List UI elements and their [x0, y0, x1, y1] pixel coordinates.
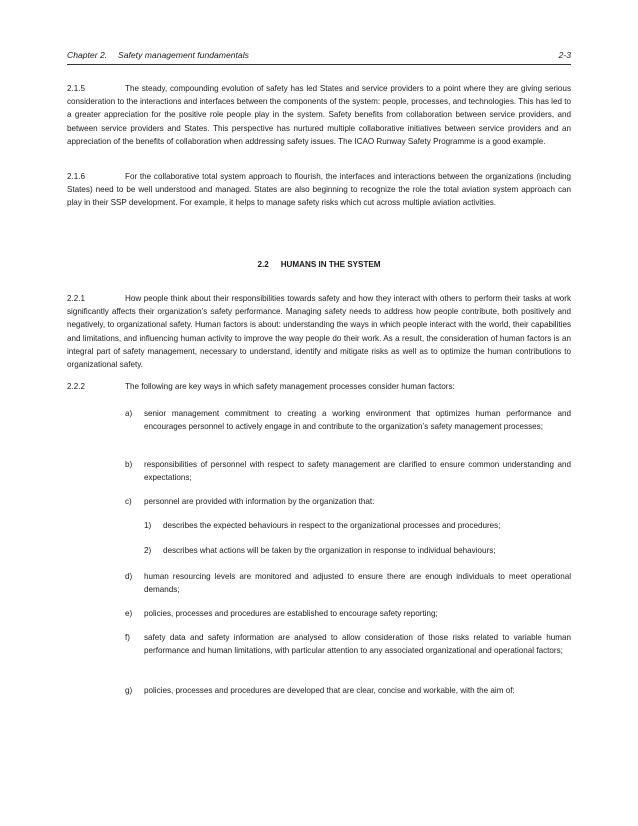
list-text: senior management commitment to creating a working environment that optimizes human performance and encourages personnel to actively engage in and contribute to the organization’s safety management processes; [144, 409, 571, 432]
paragraph-text: The steady, compounding evolution of safety has led States and service providers to a point where they are giving serious consideration to the interactions and interfaces between the components of the system: people, processes, and technologies. This has led to a greater appreciation for the positive role people play in the system. Safety benefits from collaboration between service providers, and between service providers and States. This perspective has nurtured multiple collaborative initiatives between service providers and an appreciation of the benefits of collaboration when addressing safety issues. The ICAO Runway Safety Programme is a good example. [67, 84, 571, 146]
list-text: policies, processes and procedures are developed that are clear, concise and workable, with the aim of: [144, 686, 515, 695]
list-label: a) [125, 409, 133, 418]
list-text: responsibilities of personnel with respect to safety management are clarified to ensure common understanding and expectations; [144, 460, 571, 483]
header-rule [67, 64, 571, 65]
list-text: safety data and safety information are analysed to allow consideration of those risks related to variable human performance and human limitations, with particular attention to any associated organizational and operational factors; [144, 633, 571, 656]
chapter-label: Chapter 2. [67, 50, 108, 60]
list-text: human resourcing levels are monitored and adjusted to ensure there are enough individuals to meet operational demands; [144, 572, 571, 595]
list-label: 2) [144, 546, 152, 555]
list-item-g [125, 684, 571, 697]
paragraph-text: For the collaborative total system approach to flourish, the interfaces and interactions between the organizations (including States) need to be well understood and managed. States are also beginning to recognize the role the total aviation system approach can play in their SSP development. For example, it helps to manage safety risks which cut across multiple aviation activities. [67, 172, 571, 208]
list-label: b) [125, 460, 133, 469]
list-item-d [125, 570, 571, 596]
list-item-a [125, 407, 571, 433]
paragraph-2-1-5 [67, 82, 571, 148]
paragraph-number: 2.1.5 [67, 84, 86, 93]
list-text: describes the expected behaviours in respect to the organizational processes and procedures; [163, 521, 501, 530]
paragraph-2-2-2 [67, 380, 571, 393]
paragraph-2-2-1 [67, 292, 571, 371]
list-item-f [125, 631, 571, 657]
chapter-title: Safety management fundamentals [118, 50, 249, 60]
list-text: policies, processes and procedures are established to encourage safety reporting; [144, 609, 438, 618]
list-item-b [125, 458, 571, 484]
list-item-c [125, 495, 571, 508]
paragraph-number: 2.1.6 [67, 172, 86, 181]
section-heading [67, 260, 571, 269]
list-item-c-2 [144, 544, 571, 557]
list-label: 1) [144, 521, 152, 530]
paragraph-number: 2.2.2 [67, 382, 86, 391]
list-item-e [125, 607, 571, 620]
list-label: d) [125, 572, 133, 581]
paragraph-text: How people think about their responsibilities towards safety and how they interact with others to perform their tasks at work significantly affects their organization’s safety performance. Managing safety needs to address how people contribute, both positively and negatively, to organizational safety. Human factors is about: understanding the ways in which people interact with the world, their capabilities and limitations, and influencing human activity to improve the way people do their work. As a result, the consideration of human factors is an integral part of safety management, necessary to understand, identify and mitigate risks as well as to optimize the human contributions to organizational safety. [67, 294, 571, 370]
list-text: personnel are provided with information by the organization that: [144, 497, 375, 506]
paragraph-text: The following are key ways in which safety management processes consider human factors: [125, 382, 455, 391]
list-label: e) [125, 609, 133, 618]
list-item-c-1 [144, 519, 571, 532]
list-label: f) [125, 633, 130, 642]
list-label: c) [125, 497, 132, 506]
page-number: 2-3 [558, 50, 571, 60]
paragraph-number: 2.2.1 [67, 294, 86, 303]
page-header [67, 50, 571, 64]
list-text: describes what actions will be taken by the organization in response to individual behaviours; [163, 546, 496, 555]
list-label: g) [125, 686, 133, 695]
section-title: HUMANS IN THE SYSTEM [280, 260, 381, 269]
paragraph-2-1-6 [67, 170, 571, 210]
section-number: 2.2 [257, 260, 269, 269]
